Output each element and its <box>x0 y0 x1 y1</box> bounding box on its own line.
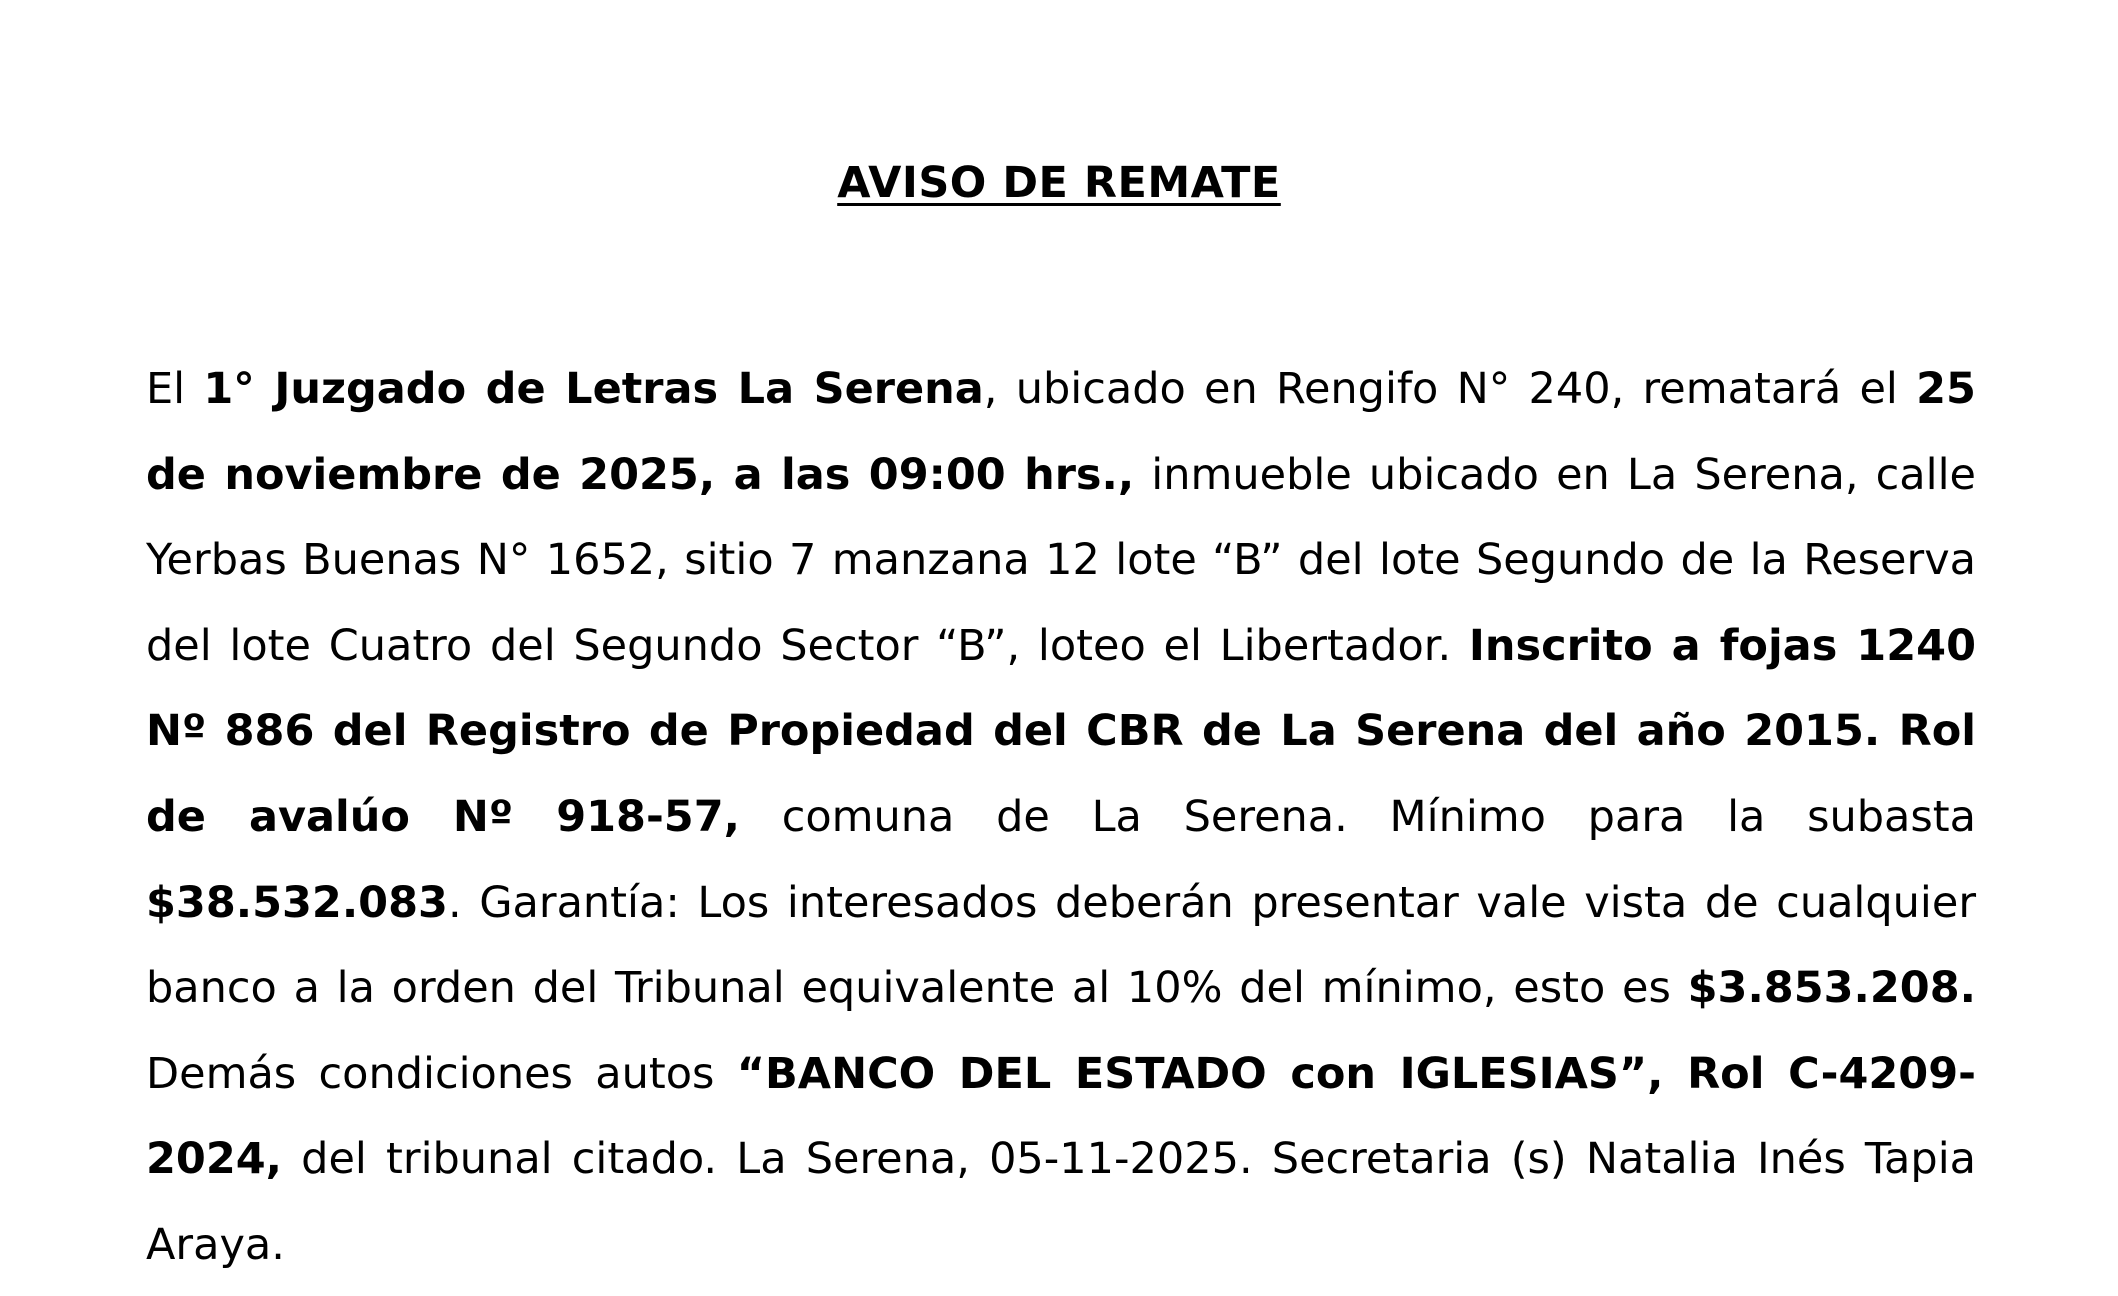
case-name: “BANCO DEL ESTADO con IGLESIAS”, Rol C-4209-2024, <box>146 1048 1976 1185</box>
text-run: inmueble ubicado en La Serena, calle Yerbas Buenas N° 1652, sitio 7 manzana 12 lote “B” del lote Segundo de la Reserva del lote Cuatro del Segundo Sector “B”, loteo el Libertador. <box>146 449 1976 671</box>
document-title: AVISO DE REMATE <box>837 158 1281 208</box>
text-run: , ubicado en Rengifo N° 240, rematará el <box>983 364 1917 414</box>
text-run: del tribunal citado. La Serena, 05-11-2025. Secretaria (s) Natalia Inés Tapia Araya. <box>146 1134 1976 1270</box>
text-run: Demás condiciones autos <box>146 1048 737 1099</box>
document-body <box>146 347 1976 1289</box>
auction-date: 25 de noviembre de 2025, a las 09:00 hrs., <box>146 364 1976 500</box>
text-run: . Garantía: Los interesados deberán presentar vale vista de cualquier banco a la orden del Tribunal equivalente al 10% del mínimo, esto es <box>146 877 1976 1014</box>
text-run: comuna de La Serena. Mínimo para la subasta <box>739 791 1977 842</box>
text-run: El <box>146 364 204 414</box>
registry-info: Inscrito a fojas 1240 Nº 886 del Registro de Propiedad del CBR de La Serena del año 2015. Rol de avalúo Nº 918-57, <box>146 620 1976 842</box>
court-name: 1° Juzgado de Letras La Serena <box>203 364 984 414</box>
minimum-bid: $38.532.083 <box>146 877 448 928</box>
guarantee-amount: $3.853.208. <box>1687 963 1976 1014</box>
